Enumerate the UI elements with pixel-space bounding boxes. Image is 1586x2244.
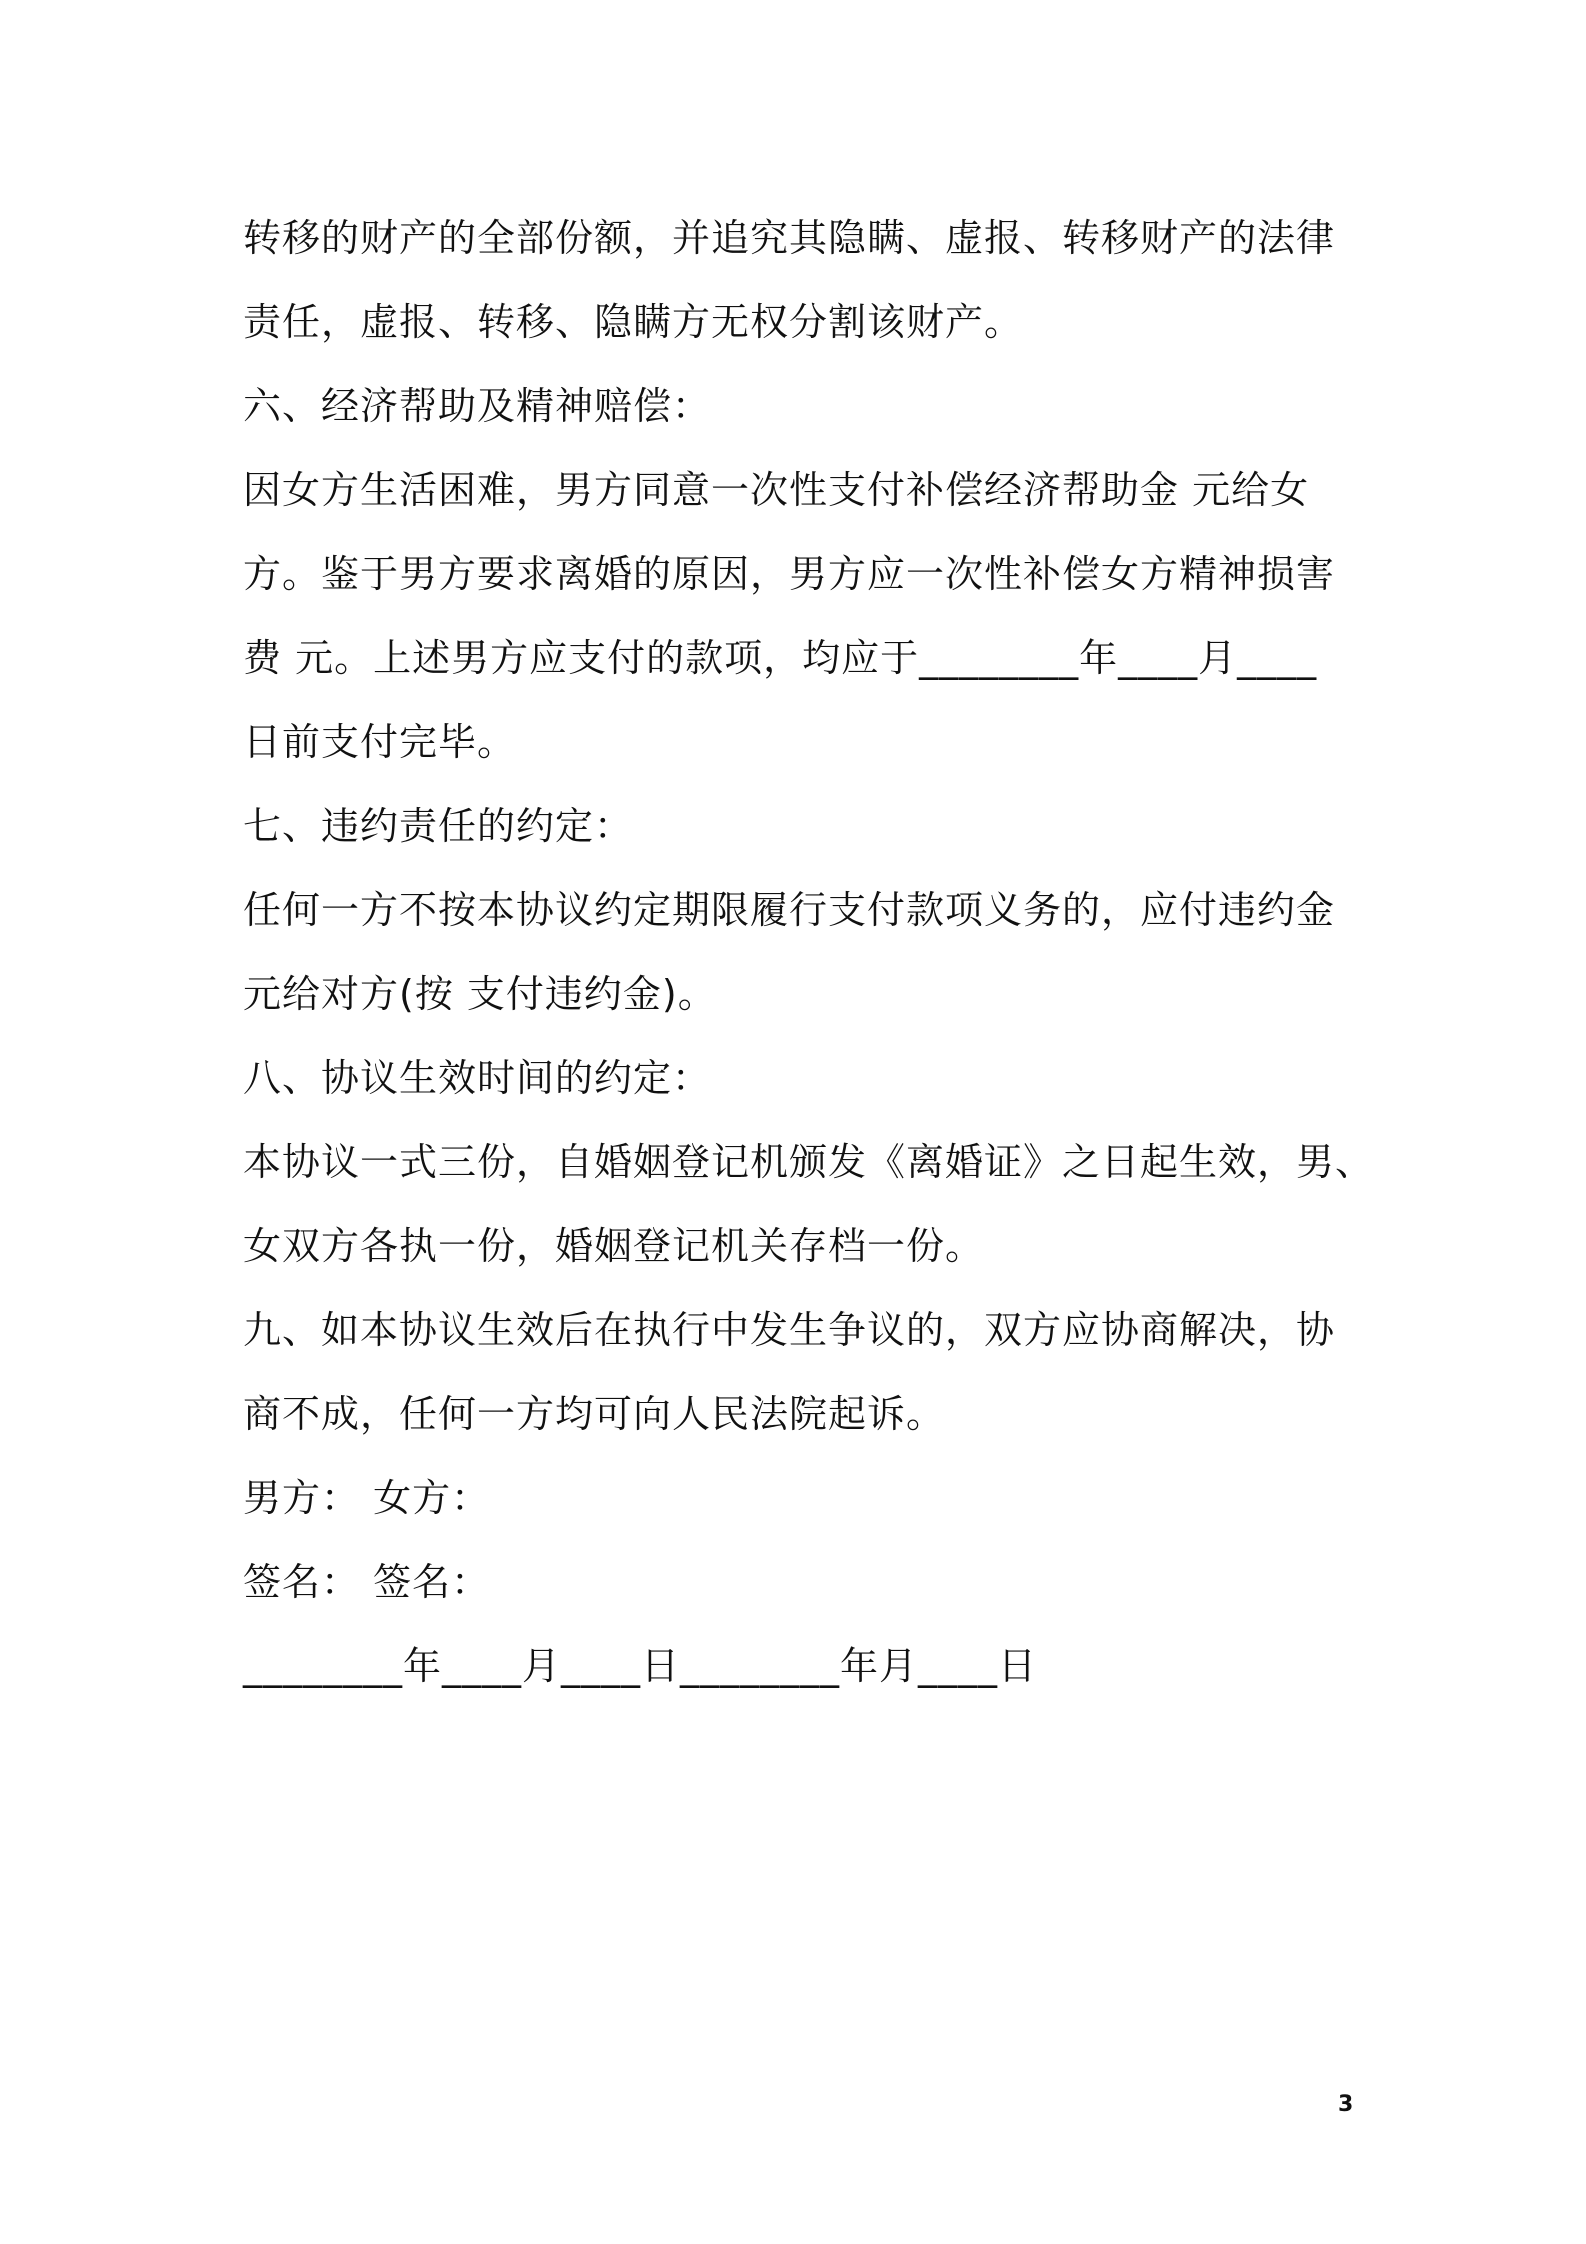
text-line: 方。鉴于男方要求离婚的原因，男方应一次性补偿女方精神损害 — [243, 552, 1336, 596]
text-line: 因女方生活困难，男方同意一次性支付补偿经济帮助金 元给女 — [243, 468, 1310, 512]
text-line: 任何一方不按本协议约定期限履行支付款项义务的，应付违约金 — [243, 888, 1336, 932]
party-labels: 男方： 女方： — [243, 1476, 491, 1520]
date-line: ________年____月____日________年月____日 — [243, 1644, 1038, 1688]
section-heading: 六、经济帮助及精神赔偿： — [243, 384, 712, 428]
document-body — [243, 196, 1375, 1708]
section-heading: 七、违约责任的约定： — [243, 804, 634, 848]
signature-labels: 签名： 签名： — [243, 1560, 491, 1604]
text-line: 转移的财产的全部份额，并追究其隐瞒、虚报、转移财产的法律 — [243, 216, 1336, 260]
text-line: 日前支付完毕。 — [243, 720, 517, 764]
section-heading: 九、如本协议生效后在执行中发生争议的，双方应协商解决，协 — [243, 1308, 1336, 1352]
text-line: 女双方各执一份，婚姻登记机关存档一份。 — [243, 1224, 985, 1268]
text-line: 本协议一式三份，自婚姻登记机颁发《离婚证》之日起生效，男、 — [243, 1140, 1375, 1184]
text-line: 元给对方(按 支付违约金)。 — [243, 972, 717, 1016]
text-line: 商不成，任何一方均可向人民法院起诉。 — [243, 1392, 946, 1436]
text-line: 责任，虚报、转移、隐瞒方无权分割该财产。 — [243, 300, 1024, 344]
section-heading: 八、协议生效时间的约定： — [243, 1056, 712, 1100]
page-number: 3 — [1338, 2092, 1354, 2117]
text-line: 费 元。上述男方应支付的款项，均应于________年____月____ — [243, 636, 1318, 680]
